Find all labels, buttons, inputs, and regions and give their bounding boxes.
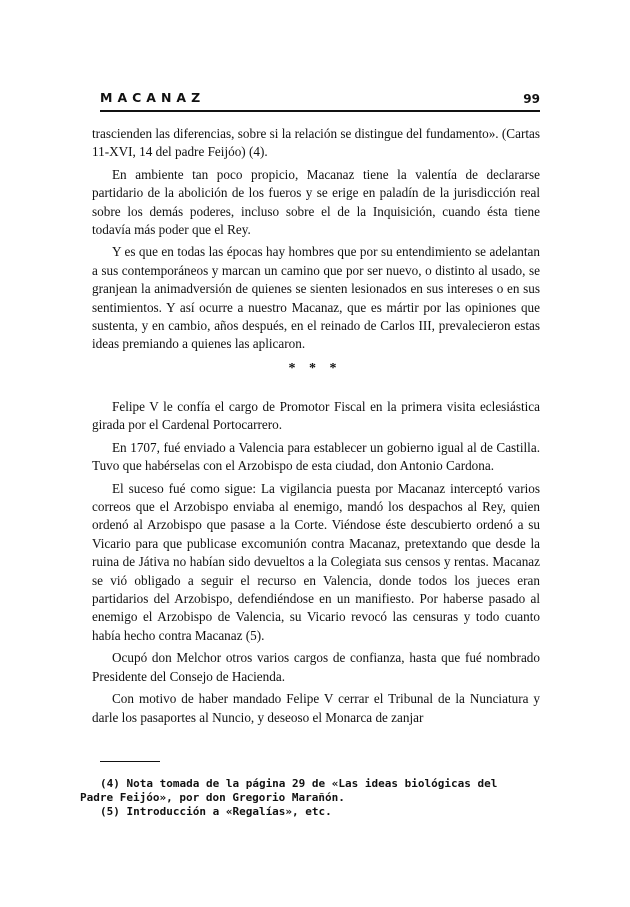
body-text-top — [92, 125, 540, 358]
paragraph: Felipe V le confía el cargo de Promotor Fiscal en la primera visita eclesiástica girada por el Cardenal Portocarrero. — [92, 399, 540, 433]
paragraph: trascienden las diferencias, sobre si la relación se distingue del fundamento». (Cartas 11-XVI, 14 del padre Feijóo) (4). — [92, 126, 540, 160]
running-head: MACANAZ — [100, 90, 206, 105]
page-number: 99 — [523, 92, 540, 106]
paragraph: Con motivo de haber mandado Felipe V cerrar el Tribunal de la Nunciatura y darle los pasaportes al Nuncio, y deseoso el Monarca de zanjar — [92, 691, 540, 725]
paragraph: En ambiente tan poco propicio, Macanaz tiene la valentía de declararse partidario de la abolición de los fueros y se erige en paladín de la jurisdicción real sobre los demás poderes, incluso sobre el de la Inquisición, cuando ésta tiene todavía más poder que el Rey. — [92, 166, 540, 238]
paragraph: Y es que en todas las épocas hay hombres que por su entendimiento se adelantan a sus contemporáneos y marcan un camino que por ser nuevo, o distinto al usado, se granjean la animadversión de quienes se sienten lesionados en sus intereses o en sus sentimientos. Y así ocurre a nuestro Macanaz, que es mártir por las opiniones que sustenta, y en cambio, años después, en el reinado de Carlos III, prevalecieron estas ideas premiando a quienes las aplicaron. — [92, 244, 540, 352]
footnotes — [80, 777, 525, 819]
body-text-bottom — [92, 398, 540, 731]
footnote: (4) Nota tomada de la página 29 de «Las ideas biológicas del Padre Feijóo», por don Gregorio Marañón. — [80, 777, 498, 804]
paragraph: El suceso fué como sigue: La vigilancia puesta por Macanaz interceptó varios correos que el Arzobispo enviaba al enemigo, mandó los despachos al Rey, quien ordenó al Arzobispo que pasase a la Corte. Viéndose éste descubierto ordenó a su Vicario para que publicase excomunión contra Macanaz, pretextando que desde la ruina de Játiva no habían sido devueltos a la Colegiata sus censos y rentas. Macanaz se vió obligado a seguir el recurso en Valencia, donde todos los jueces eran partidarios del Arzobispo, defendiéndose en un manifiesto. Por haberse pasado al enemigo el Arzobispo de Valencia, su Vicario revocó las censuras y todo cuanto había hecho contra Macanaz (5). — [92, 480, 540, 643]
paragraph: Ocupó don Melchor otros varios cargos de confianza, hasta que fué nombrado Presidente del Consejo de Hacienda. — [92, 650, 540, 684]
page-header — [100, 90, 540, 112]
footnote: (5) Introducción a «Regalías», etc. — [100, 805, 332, 818]
footnote-divider — [100, 761, 160, 762]
section-separator: * * * — [288, 361, 342, 376]
paragraph: En 1707, fué enviado a Valencia para establecer un gobierno igual al de Castilla. Tuvo que habérselas con el Arzobispo de esta ciudad, don Antonio Cardona. — [92, 439, 540, 474]
